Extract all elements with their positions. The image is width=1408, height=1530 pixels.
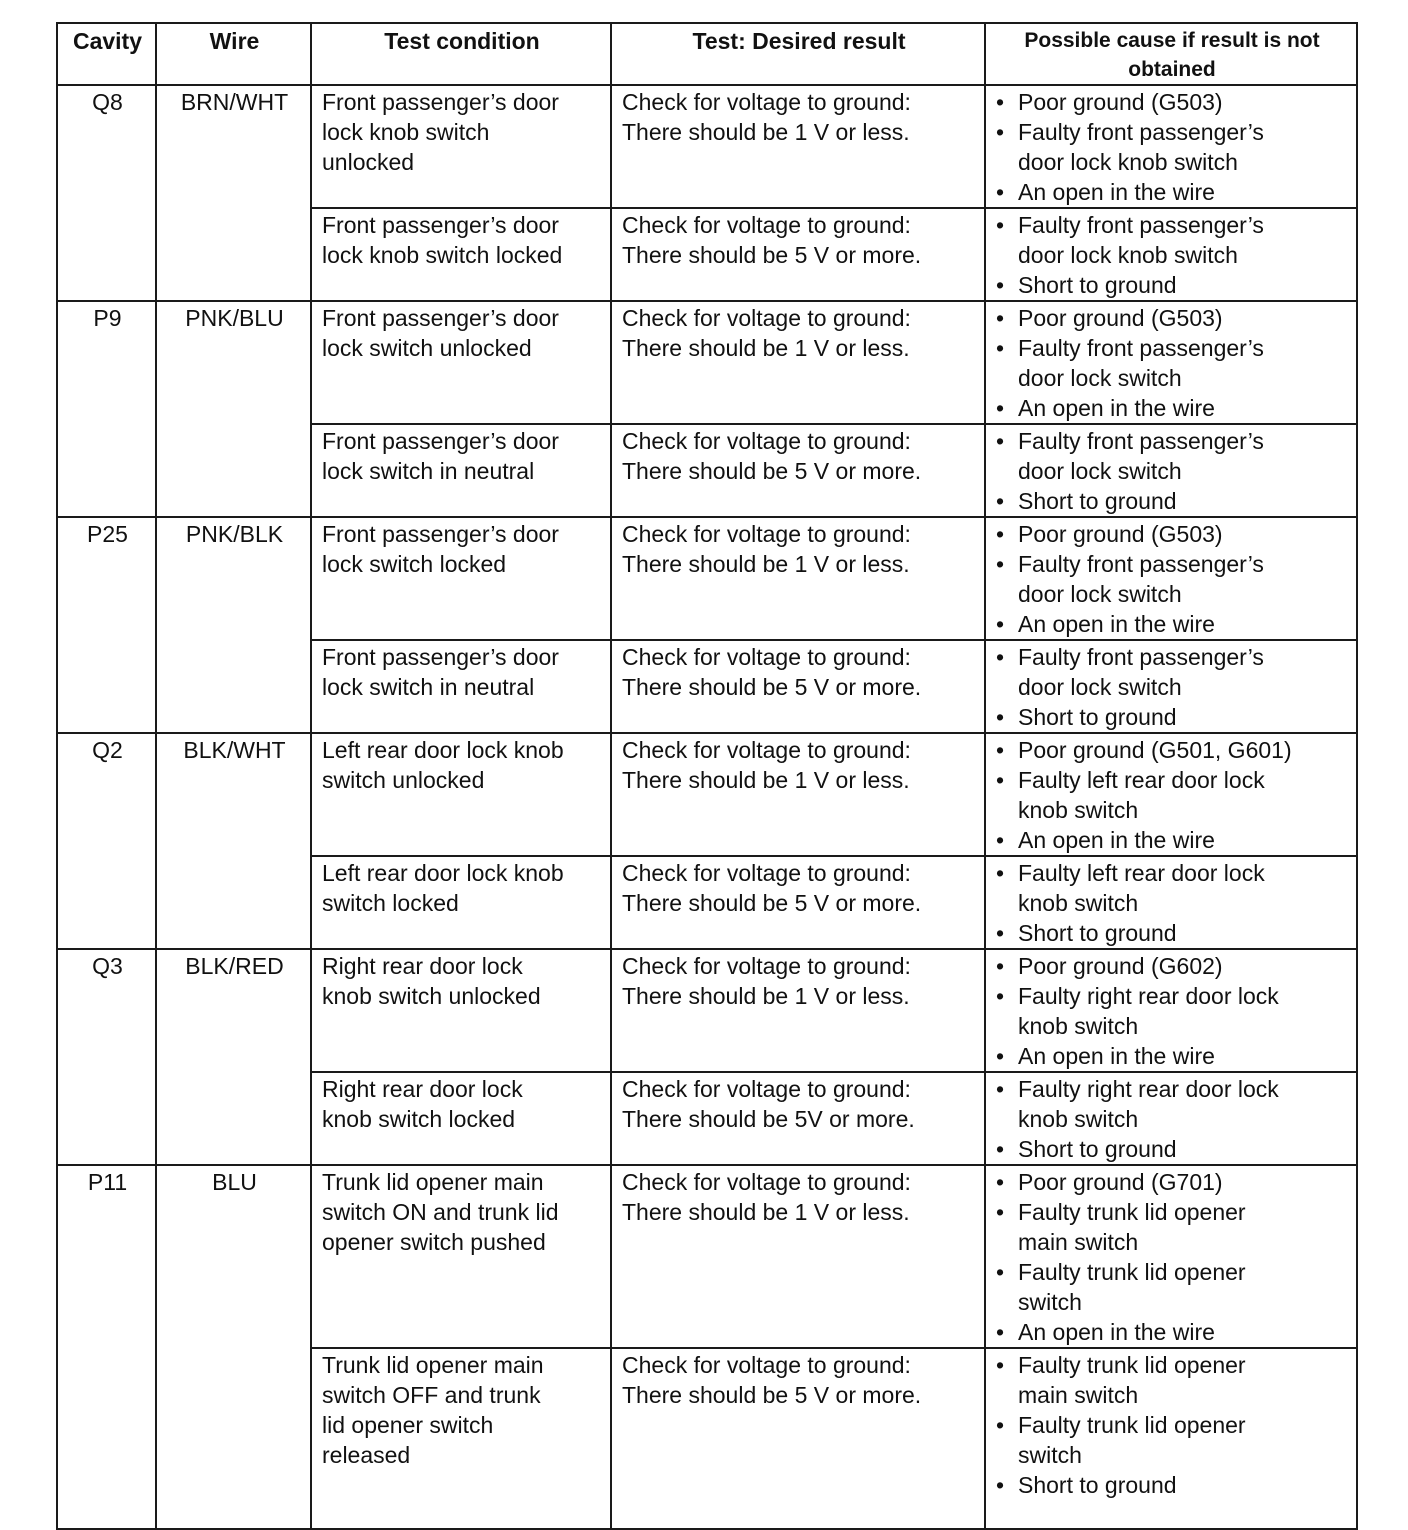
- test-condition-line: lock knob switch: [322, 119, 490, 145]
- cause-line: door lock knob switch: [1018, 149, 1238, 175]
- cause-item: [996, 303, 1348, 333]
- cause-list: [996, 519, 1348, 639]
- desired-result-line: Check for voltage to ground:: [622, 428, 911, 454]
- cause-item: [996, 1257, 1348, 1317]
- cause-item: [996, 1041, 1348, 1071]
- bullet-icon: •: [996, 119, 1005, 145]
- possible-cause-cell: [985, 301, 1357, 424]
- wire-cell: PNK/BLU: [156, 301, 311, 517]
- bullet-icon: •: [996, 737, 1005, 763]
- cause-line: knob switch: [1018, 890, 1139, 916]
- cause-line: An open in the wire: [1018, 1319, 1215, 1345]
- cavity-cell: Q8: [57, 85, 156, 301]
- bullet-icon: •: [996, 521, 1005, 547]
- cause-list: [996, 210, 1348, 300]
- bullet-icon: •: [996, 428, 1005, 454]
- header-desired-result: Test: Desired result: [611, 23, 985, 85]
- table-row: [57, 301, 1357, 424]
- possible-cause-cell: [985, 517, 1357, 640]
- table-row: [57, 1165, 1357, 1348]
- test-condition-line: Front passenger’s door: [322, 305, 559, 331]
- cause-line: Poor ground (G501, G601): [1018, 737, 1292, 763]
- cause-item: [996, 177, 1348, 207]
- test-condition-cell: [311, 301, 611, 424]
- cause-item: [996, 519, 1348, 549]
- header-cavity: Cavity: [57, 23, 156, 85]
- bullet-icon: •: [996, 1136, 1005, 1162]
- bullet-icon: •: [996, 611, 1005, 637]
- cause-line: Faulty front passenger’s: [1018, 428, 1264, 454]
- desired-result-line: There should be 5V or more.: [622, 1106, 915, 1132]
- bullet-icon: •: [996, 983, 1005, 1009]
- bullet-icon: •: [996, 827, 1005, 853]
- cause-list: [996, 858, 1348, 948]
- cause-line: Faulty left rear door lock: [1018, 860, 1265, 886]
- bullet-icon: •: [996, 920, 1005, 946]
- desired-result-cell: [611, 85, 985, 208]
- test-condition-line: Front passenger’s door: [322, 428, 559, 454]
- cause-item: [996, 918, 1348, 948]
- desired-result-line: There should be 5 V or more.: [622, 890, 922, 916]
- table-row: [57, 517, 1357, 640]
- cause-item: [996, 1134, 1348, 1164]
- cause-list: [996, 303, 1348, 423]
- cause-line: Faulty trunk lid opener: [1018, 1352, 1246, 1378]
- cause-item: [996, 981, 1348, 1041]
- cause-item: [996, 825, 1348, 855]
- cause-item: [996, 642, 1348, 702]
- bullet-icon: •: [996, 1412, 1005, 1438]
- cause-line: knob switch: [1018, 1106, 1139, 1132]
- cause-line: knob switch: [1018, 1013, 1139, 1039]
- cause-item: [996, 1074, 1348, 1134]
- test-condition-line: Front passenger’s door: [322, 212, 559, 238]
- bullet-icon: •: [996, 1259, 1005, 1285]
- cause-line: Faulty front passenger’s: [1018, 119, 1264, 145]
- bullet-icon: •: [996, 272, 1005, 298]
- test-condition-line: switch ON and trunk lid: [322, 1199, 559, 1225]
- cause-line: switch: [1018, 1442, 1082, 1468]
- cause-item: [996, 333, 1348, 393]
- cause-line: Faulty left rear door lock: [1018, 767, 1265, 793]
- desired-result-line: Check for voltage to ground:: [622, 644, 911, 670]
- test-condition-line: lid opener switch: [322, 1412, 494, 1438]
- desired-result-cell: [611, 1072, 985, 1165]
- cause-item: [996, 393, 1348, 423]
- test-condition-cell: [311, 424, 611, 517]
- test-condition-cell: [311, 733, 611, 856]
- bullet-icon: •: [996, 1472, 1005, 1498]
- cause-item: [996, 486, 1348, 516]
- cause-line: main switch: [1018, 1382, 1139, 1408]
- cause-item: [996, 609, 1348, 639]
- test-condition-line: unlocked: [322, 149, 415, 175]
- possible-cause-cell: [985, 208, 1357, 301]
- cause-item: [996, 765, 1348, 825]
- cavity-cell: Q3: [57, 949, 156, 1165]
- desired-result-line: There should be 5 V or more.: [622, 242, 922, 268]
- cause-line: Poor ground (G503): [1018, 89, 1223, 115]
- test-condition-line: released: [322, 1442, 411, 1468]
- bullet-icon: •: [996, 212, 1005, 238]
- desired-result-line: Check for voltage to ground:: [622, 860, 911, 886]
- test-condition-line: Left rear door lock knob: [322, 737, 564, 763]
- cavity-cell: P9: [57, 301, 156, 517]
- cavity-cell: P25: [57, 517, 156, 733]
- cause-item: [996, 270, 1348, 300]
- cause-line: Faulty right rear door lock: [1018, 1076, 1279, 1102]
- cavity-cell: Q2: [57, 733, 156, 949]
- cause-list: [996, 87, 1348, 207]
- test-condition-line: knob switch locked: [322, 1106, 516, 1132]
- bullet-icon: •: [996, 395, 1005, 421]
- cause-line: Poor ground (G602): [1018, 953, 1223, 979]
- header-wire: Wire: [156, 23, 311, 85]
- desired-result-line: Check for voltage to ground:: [622, 953, 911, 979]
- desired-result-line: Check for voltage to ground:: [622, 1076, 911, 1102]
- cause-item: [996, 210, 1348, 270]
- desired-result-line: Check for voltage to ground:: [622, 89, 911, 115]
- test-condition-cell: [311, 517, 611, 640]
- cause-line: door lock switch: [1018, 674, 1182, 700]
- cause-line: Faulty trunk lid opener: [1018, 1199, 1246, 1225]
- cause-line: door lock switch: [1018, 581, 1182, 607]
- test-condition-cell: [311, 85, 611, 208]
- cause-line: Faulty front passenger’s: [1018, 335, 1264, 361]
- test-condition-line: Front passenger’s door: [322, 521, 559, 547]
- bullet-icon: •: [996, 860, 1005, 886]
- bullet-icon: •: [996, 1199, 1005, 1225]
- cause-line: door lock switch: [1018, 365, 1182, 391]
- cause-line: Faulty front passenger’s: [1018, 212, 1264, 238]
- cause-line: Poor ground (G503): [1018, 521, 1223, 547]
- cause-item: [996, 426, 1348, 486]
- desired-result-line: Check for voltage to ground:: [622, 737, 911, 763]
- desired-result-cell: [611, 1165, 985, 1348]
- test-condition-line: knob switch unlocked: [322, 983, 541, 1009]
- cause-line: Faulty trunk lid opener: [1018, 1412, 1246, 1438]
- cause-list: [996, 426, 1348, 516]
- cause-item: [996, 1470, 1348, 1500]
- test-table-page: [56, 22, 1356, 1530]
- desired-result-line: Check for voltage to ground:: [622, 305, 911, 331]
- test-condition-cell: [311, 1348, 611, 1529]
- bullet-icon: •: [996, 1319, 1005, 1345]
- test-condition-cell: [311, 949, 611, 1072]
- bullet-icon: •: [996, 335, 1005, 361]
- cause-item: [996, 951, 1348, 981]
- cause-line: An open in the wire: [1018, 611, 1215, 637]
- cause-item: [996, 87, 1348, 117]
- desired-result-line: Check for voltage to ground:: [622, 212, 911, 238]
- table-row: [57, 733, 1357, 856]
- cause-list: [996, 1167, 1348, 1347]
- cause-item: [996, 1350, 1348, 1410]
- possible-cause-cell: [985, 85, 1357, 208]
- cause-item: [996, 117, 1348, 177]
- test-condition-line: Trunk lid opener main: [322, 1352, 544, 1378]
- desired-result-line: There should be 5 V or more.: [622, 674, 922, 700]
- cause-line: An open in the wire: [1018, 827, 1215, 853]
- cause-item: [996, 735, 1348, 765]
- cause-item: [996, 1197, 1348, 1257]
- cause-line: Poor ground (G503): [1018, 305, 1223, 331]
- desired-result-cell: [611, 301, 985, 424]
- test-condition-line: lock switch locked: [322, 551, 507, 577]
- test-condition-line: lock knob switch locked: [322, 242, 563, 268]
- bullet-icon: •: [996, 704, 1005, 730]
- test-condition-line: lock switch in neutral: [322, 674, 535, 700]
- cause-list: [996, 1074, 1348, 1164]
- cause-line: door lock switch: [1018, 458, 1182, 484]
- wire-cell: BLK/RED: [156, 949, 311, 1165]
- cause-item: [996, 1410, 1348, 1470]
- cause-line: An open in the wire: [1018, 179, 1215, 205]
- bullet-icon: •: [996, 644, 1005, 670]
- possible-cause-cell: [985, 1348, 1357, 1529]
- desired-result-cell: [611, 208, 985, 301]
- table-header-row: [57, 23, 1357, 85]
- desired-result-cell: [611, 640, 985, 733]
- cause-item: [996, 1317, 1348, 1347]
- desired-result-line: Check for voltage to ground:: [622, 1169, 911, 1195]
- desired-result-line: There should be 5 V or more.: [622, 458, 922, 484]
- desired-result-line: Check for voltage to ground:: [622, 1352, 911, 1378]
- cause-list: [996, 951, 1348, 1071]
- possible-cause-cell: [985, 1165, 1357, 1348]
- cause-line: Faulty front passenger’s: [1018, 551, 1264, 577]
- possible-cause-cell: [985, 949, 1357, 1072]
- cause-line: knob switch: [1018, 797, 1139, 823]
- cause-line: Faulty front passenger’s: [1018, 644, 1264, 670]
- test-condition-line: Right rear door lock: [322, 1076, 523, 1102]
- desired-result-line: There should be 1 V or less.: [622, 1199, 910, 1225]
- test-condition-line: lock switch in neutral: [322, 458, 535, 484]
- possible-cause-cell: [985, 424, 1357, 517]
- desired-result-cell: [611, 1348, 985, 1529]
- test-condition-line: switch unlocked: [322, 767, 485, 793]
- table-row: [57, 85, 1357, 208]
- cause-line: door lock knob switch: [1018, 242, 1238, 268]
- cause-line: An open in the wire: [1018, 395, 1215, 421]
- header-cause-line: Possible cause if result is not: [1024, 29, 1320, 52]
- test-condition-line: Trunk lid opener main: [322, 1169, 544, 1195]
- test-condition-cell: [311, 856, 611, 949]
- wire-cell: BLU: [156, 1165, 311, 1529]
- bullet-icon: •: [996, 179, 1005, 205]
- desired-result-cell: [611, 856, 985, 949]
- desired-result-cell: [611, 424, 985, 517]
- wire-cell: BLK/WHT: [156, 733, 311, 949]
- cause-item: [996, 858, 1348, 918]
- possible-cause-cell: [985, 856, 1357, 949]
- bullet-icon: •: [996, 1076, 1005, 1102]
- cause-line: Short to ground: [1018, 704, 1177, 730]
- cause-line: Short to ground: [1018, 488, 1177, 514]
- possible-cause-cell: [985, 1072, 1357, 1165]
- cause-line: Faulty right rear door lock: [1018, 983, 1279, 1009]
- cause-list: [996, 735, 1348, 855]
- cause-line: Short to ground: [1018, 920, 1177, 946]
- test-condition-line: Left rear door lock knob: [322, 860, 564, 886]
- header-possible-cause: [985, 23, 1357, 85]
- cause-item: [996, 702, 1348, 732]
- cause-line: Short to ground: [1018, 1136, 1177, 1162]
- bullet-icon: •: [996, 551, 1005, 577]
- cause-line: Poor ground (G701): [1018, 1169, 1223, 1195]
- bullet-icon: •: [996, 305, 1005, 331]
- wire-cell: PNK/BLK: [156, 517, 311, 733]
- desired-result-line: There should be 1 V or less.: [622, 767, 910, 793]
- bullet-icon: •: [996, 1169, 1005, 1195]
- desired-result-line: There should be 1 V or less.: [622, 551, 910, 577]
- desired-result-line: There should be 1 V or less.: [622, 983, 910, 1009]
- bullet-icon: •: [996, 1043, 1005, 1069]
- desired-result-cell: [611, 949, 985, 1072]
- test-condition-cell: [311, 1072, 611, 1165]
- cause-line: main switch: [1018, 1229, 1139, 1255]
- desired-result-line: There should be 1 V or less.: [622, 119, 910, 145]
- cause-line: Short to ground: [1018, 272, 1177, 298]
- bullet-icon: •: [996, 953, 1005, 979]
- test-table: [56, 22, 1358, 1530]
- test-condition-line: Front passenger’s door: [322, 644, 559, 670]
- test-condition-line: lock switch unlocked: [322, 335, 532, 361]
- cause-line: Faulty trunk lid opener: [1018, 1259, 1246, 1285]
- test-condition-line: Right rear door lock: [322, 953, 523, 979]
- desired-result-cell: [611, 733, 985, 856]
- desired-result-line: There should be 1 V or less.: [622, 335, 910, 361]
- table-row: [57, 949, 1357, 1072]
- test-condition-cell: [311, 1165, 611, 1348]
- cause-item: [996, 549, 1348, 609]
- test-condition-cell: [311, 208, 611, 301]
- cause-line: An open in the wire: [1018, 1043, 1215, 1069]
- test-condition-line: Front passenger’s door: [322, 89, 559, 115]
- test-condition-line: opener switch pushed: [322, 1229, 546, 1255]
- cause-item: [996, 1167, 1348, 1197]
- cause-line: switch: [1018, 1289, 1082, 1315]
- desired-result-line: There should be 5 V or more.: [622, 1382, 922, 1408]
- bullet-icon: •: [996, 767, 1005, 793]
- bullet-icon: •: [996, 1352, 1005, 1378]
- wire-cell: BRN/WHT: [156, 85, 311, 301]
- desired-result-cell: [611, 517, 985, 640]
- cause-line: Short to ground: [1018, 1472, 1177, 1498]
- test-condition-line: switch OFF and trunk: [322, 1382, 541, 1408]
- header-cause-line: obtained: [1128, 58, 1216, 81]
- test-condition-line: switch locked: [322, 890, 459, 916]
- possible-cause-cell: [985, 733, 1357, 856]
- desired-result-line: Check for voltage to ground:: [622, 521, 911, 547]
- cavity-cell: P11: [57, 1165, 156, 1529]
- header-test-condition: Test condition: [311, 23, 611, 85]
- possible-cause-cell: [985, 640, 1357, 733]
- cause-list: [996, 1350, 1348, 1500]
- cause-list: [996, 642, 1348, 732]
- bullet-icon: •: [996, 89, 1005, 115]
- bullet-icon: •: [996, 488, 1005, 514]
- test-condition-cell: [311, 640, 611, 733]
